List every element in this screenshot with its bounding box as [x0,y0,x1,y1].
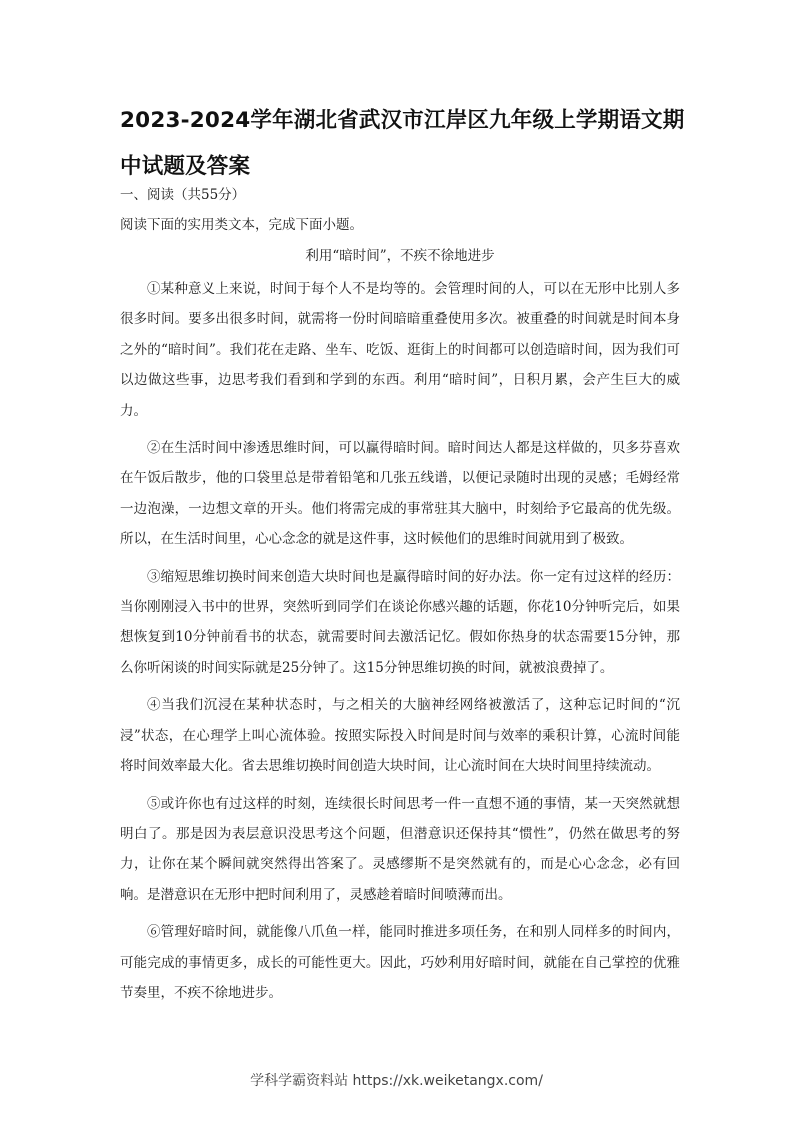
paragraph-3: ③缩短思维切换时间来创造大块时间也是赢得暗时间的好办法。你一定有过这样的经历：当你刚刚浸入书中的世界，突然听到同学们在谈论你感兴趣的话题，你花10分钟听完后，如果想恢复到10分钟前看书的状态，就需要时间去激活记忆。假如你热身的状态需要15分钟，那么你听闲谈的时间实际就是25分钟了。这15分钟思维切换的时间，就被浪费掉了。 [120,568,680,676]
footer-watermark: 学科学霸资料站 https://xk.weiketangx.com/ [250,1073,543,1089]
section-heading: 一、阅读（共55分） [120,187,246,203]
article-title: 利用“暗时间”，不疾不徐地进步 [305,248,495,264]
paragraph-4: ④当我们沉浸在某种状态时，与之相关的大脑神经网络被激活了，这种忘记时间的“沉浸”状态，在心理学上叫心流体验。按照实际投入时间是时间与效率的乘积计算，心流时间能将时间效率最大化。省去思维切换时间创造大块时间，让心流时间在大块时间里持续流动。 [120,697,680,775]
paragraph-1: ①某种意义上来说，时间于每个人不是均等的。会管理时间的人，可以在无形中比别人多很多时间。要多出很多时间，就需将一份时间暗暗重叠使用多次。被重叠的时间就是时间本身之外的“暗时间”。我们花在走路、坐车、吃饭、逛街上的时间都可以创造暗时间，因为我们可以边做这些事，边思考我们看到和学到的东西。利用“暗时间”，日积月累，会产生巨大的威力。 [120,281,680,419]
article-body [120,274,680,1015]
reading-instruction: 阅读下面的实用类文本，完成下面小题。 [120,217,363,233]
paragraph-6: ⑥管理好暗时间，就能像八爪鱼一样，能同时推进多项任务，在和别人同样多的时间内，可能完成的事情更多，成长的可能性更大。因此，巧妙利用好暗时间，就能在自己掌控的优雅节奏里，不疾不徐地进步。 [120,924,680,1001]
document-title: 2023-2024学年湖北省武汉市江岸区九年级上学期语文期中试题及答案 [120,108,685,179]
paragraph-5: ⑤或许你也有过这样的时刻，连续很长时间思考一件一直想不通的事情，某一天突然就想明白了。那是因为表层意识没思考这个问题，但潜意识还保持其“惯性”，仍然在做思考的努力，让你在某个瞬间就突然得出答案了。灵感缪斯不是突然就有的，而是心心念念，必有回响。是潜意识在无形中把时间利用了，灵感趁着暗时间喷薄而出。 [120,795,680,903]
paragraph-2: ②在生活时间中渗透思维时间，可以赢得暗时间。暗时间达人都是这样做的，贝多芬喜欢在午饭后散步，他的口袋里总是带着铅笔和几张五线谱，以便记录随时出现的灵感；毛姆经常一边泡澡，一边想文章的开头。他们将需完成的事常驻其大脑中，时刻给予它最高的优先级。所以，在生活时间里，心心念念的就是这件事，这时候他们的思维时间就用到了极致。 [120,440,680,548]
